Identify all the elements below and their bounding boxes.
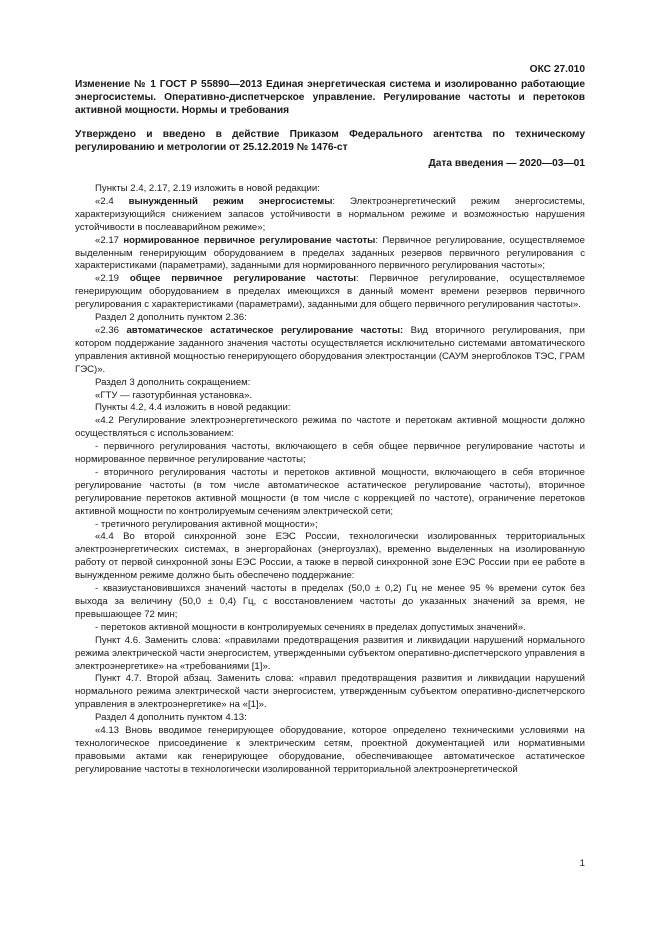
paragraph: «2.17 нормированное первичное регулирование частоты: Первичное регулирование, осуществляемое выделенным генерирующим оборудованием в пределах заданных резервов первичного регулирования с характеристиками (параметрами), заданными для нормированного первичного регулирования частоты»; bbox=[75, 234, 585, 272]
paragraph: Пункты 2.4, 2.17, 2.19 изложить в новой редакции: bbox=[95, 183, 320, 194]
paragraph: Раздел 3 дополнить сокращением: bbox=[95, 376, 251, 388]
paragraph: «4.4 Во второй синхронной зоне ЕЭС России, технологически изолированных территориальных электроэнергетических системах, в энергорайонах (энергоузлах), временно выделенных на изолированную работу от первой синхронной зоны ЕЭС России, а также в первой синхронной зоне ЕЭС России при ее работе в вынужденном режиме должно быть обеспечено поддержание: bbox=[75, 531, 585, 582]
defined-term: вынужденный режим энергосистемы bbox=[128, 195, 333, 207]
document-body bbox=[75, 183, 585, 777]
defined-term: автоматическое астатическое регулирование частоты: bbox=[126, 324, 404, 336]
effective-date: Дата введения — 2020—03—01 bbox=[428, 158, 585, 169]
paragraph: «2.4 вынужденный режим энергосистемы: Электроэнергетический режим энергосистемы, характеризующийся снижением запасов устойчивости в нормальном режиме и возможностью нарушения устойчивости в послеаварийном режиме»; bbox=[75, 195, 585, 233]
list-item: - перетоков активной мощности в контролируемых сечениях в пределах допустимых значений». bbox=[95, 621, 526, 633]
paragraph: «2.19 общее первичное регулирование частоты: Первичное регулирование, осуществляемое генерирующим оборудованием в пределах имеющихся в данный момент времени резервов первичного регулирования с характеристиками (параметрами), заданными для общего первичного регулирования частоты». bbox=[75, 273, 585, 311]
paragraph: «4.13 Вновь вводимое генерирующее оборудование, которое определено техническими условиями на технологическое присоединение к электрическим сетям, проектной документацией или нормативными правовыми актами как генерирующее оборудование, обеспечивающее автоматическое астатическое регулирование частоты в технологически изолированной территориальной электроэнергетической bbox=[75, 725, 585, 775]
paragraph: Пункт 4.7. Второй абзац. Заменить слова: «правил предотвращения развития и ликвидации нарушений нормального режима электрической части энергосистем, утвержденным субъектом оперативно-диспетчерского управления в электроэнергетике» на «[1]». bbox=[75, 673, 585, 711]
defined-term: нормированное первичное регулирование частоты bbox=[123, 234, 376, 246]
list-item: - вторичного регулирования частоты и перетоков активной мощности, включающего в себя вторичное регулирование частоты (в том числе автоматическое астатическое регулирование частоты), вторичное регулирование перетоков активной мощности (в том числе с коррекцией по частоте), ограничение перетоков активной мощности по контролируемым сечениям электрической сети; bbox=[75, 466, 585, 517]
page-number: 1 bbox=[579, 858, 585, 869]
paragraph: «4.2 Регулирование электроэнергетического режима по частоте и перетокам активной мощности должно осуществляться с использованием: bbox=[75, 415, 585, 440]
paragraph: Пункты 4.2, 4.4 изложить в новой редакции: bbox=[95, 402, 291, 414]
paragraph: «ГТУ — газотурбинная установка». bbox=[95, 389, 253, 401]
amendment-title: Изменение № 1 ГОСТ Р 55890—2013 Единая энергетическая система и изолированно работающие энергосистемы. Оперативно-диспетчерское управление. Регулирование частоты и перетоков активной мощности. Нормы и требования bbox=[75, 79, 585, 116]
classification-code: ОКС 27.010 bbox=[529, 64, 585, 75]
paragraph: Пункт 4.6. Заменить слова: «правилами предотвращения развития и ликвидации нарушений нормального режима электрической части энергосистем, утвержденными субъектом оперативно-диспетчерского управления в электроэнергетике» на «требованиями [1]». bbox=[75, 634, 585, 672]
approval-statement: Утверждено и введено в действие Приказом Федерального агентства по техническому регулированию и метрологии от 25.12.2019 № 1476-ст bbox=[75, 129, 585, 153]
list-item: - третичного регулирования активной мощности»; bbox=[95, 518, 318, 530]
paragraph: Раздел 4 дополнить пунктом 4.13: bbox=[95, 712, 247, 724]
list-item: - первичного регулирования частоты, включающего в себя общее первичное регулирование частоты и нормированное первичное регулирование частоты; bbox=[75, 441, 585, 466]
defined-term: общее первичное регулирование частоты bbox=[129, 273, 356, 285]
paragraph: Раздел 2 дополнить пунктом 2.36: bbox=[95, 312, 247, 324]
list-item: - квазиустановившихся значений частоты в пределах (50,0 ± 0,2) Гц не менее 95 % времени суток без выхода за величину (50,0 ± 0,4) Гц, с восстановлением частоты до указанных значений за время, не превышающее 72 мин; bbox=[75, 583, 585, 620]
paragraph: «2.36 автоматическое астатическое регулирование частоты: Вид вторичного регулирования, при котором поддержание заданного значения частоты осуществляется исключительно системами автоматического управления активной мощностью генерирующего оборудования электростанции (САУМ энергоблоков ТЭС, ГРАМ ГЭС)». bbox=[75, 324, 585, 375]
